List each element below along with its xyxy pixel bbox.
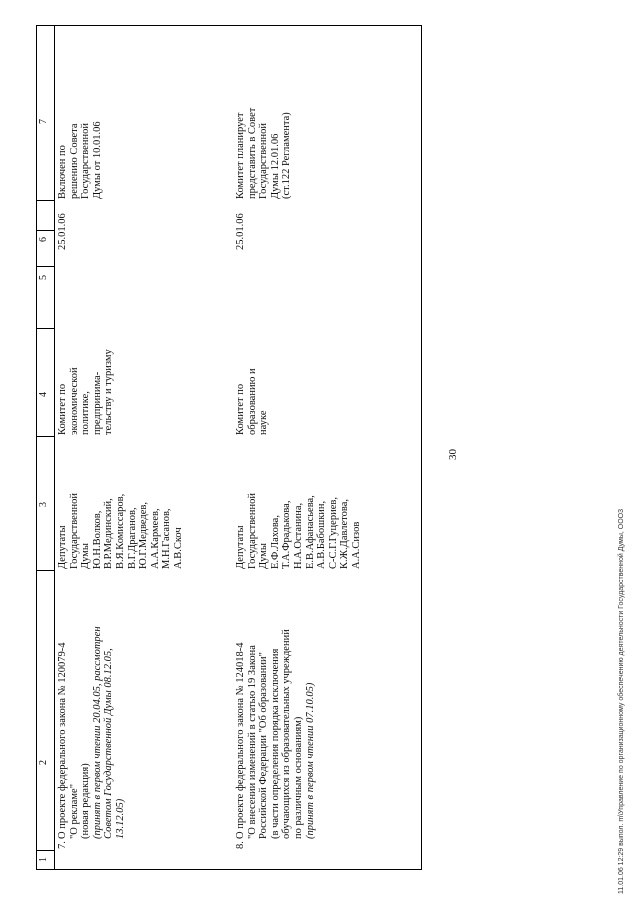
column-divider: [37, 230, 54, 231]
row-7-title: О проекте федерального закона № 120079-4 "О рекламе" (новая редакция): [57, 642, 92, 839]
column-header-7: 7: [38, 119, 49, 124]
column-divider: [37, 570, 54, 571]
table-header-row: [37, 26, 55, 869]
column-divider: [37, 436, 54, 437]
row-7-number: 7.: [57, 841, 68, 849]
row-8-note: (принят в первом чтении 07.10.05): [304, 682, 316, 839]
column-header-6: 6: [38, 237, 49, 242]
row-7-committee: Комитет по экономической политике, предпринима- тельству и туризму: [57, 349, 115, 435]
column-header-1: 1: [38, 857, 49, 862]
row-7-note: (принят в первом чтении 20.04.05, рассмотрен Советом Государственной Думы 08.12.05, 13.12.05): [91, 626, 126, 839]
footer-text: 11.01.06 12:29 выпол. m\Управление по организационному обеспечению деятельности Государственной Думы, ООО3: [618, 508, 625, 894]
column-divider: [37, 850, 54, 851]
column-header-3: 3: [38, 502, 49, 507]
row-7-authors: Депутаты Государственной Думы Ю.Н.Волков, В.Р.Мединский, В.Я.Комиссаров, В.Г.Драганов, Ю.Г.Медведев, А.А.Кармеев, М.Н.Гасанов, А.В.Скоч: [57, 493, 184, 569]
column-header-2: 2: [38, 760, 49, 765]
column-divider: [37, 200, 54, 201]
column-header-5: 5: [38, 275, 49, 280]
row-7-date: 25.01.06: [57, 213, 68, 250]
row-7-remark: Включен по решению Совета Государственной Думы от 10.01.06: [57, 121, 103, 199]
row-8-committee: Комитет по образованию и науке: [235, 368, 270, 435]
row-8-title: О проекте федерального закона № 124018-4 "О внесении изменений в статью 19 Закона Российской Федерации "Об образовании" (в части определения порядка исключения обучающихся из образовательных учреждений по различным основаниям): [235, 629, 304, 839]
row-8-authors: Депутаты Государственной Думы Е.Ф.Лахова, Т.А.Фрадькова, Н.А.Останина, Е.В.Афанасьева, А.В.Бабошкин, С-С.Г.Гуцериев, К.Ж.Давлетова, А.А.Сизов: [235, 493, 362, 569]
row-8-remark: Комитет планирует представить в Совет Государственной Думы 12.01.06 (ст.122 Регламента): [235, 107, 293, 199]
row-8-date: 25.01.06: [235, 213, 246, 250]
row-8-number: 8.: [235, 841, 246, 849]
column-divider: [37, 328, 54, 329]
column-header-4: 4: [38, 392, 49, 397]
column-divider: [37, 266, 54, 267]
page-number: 30: [447, 449, 459, 460]
agenda-table: [36, 25, 422, 870]
